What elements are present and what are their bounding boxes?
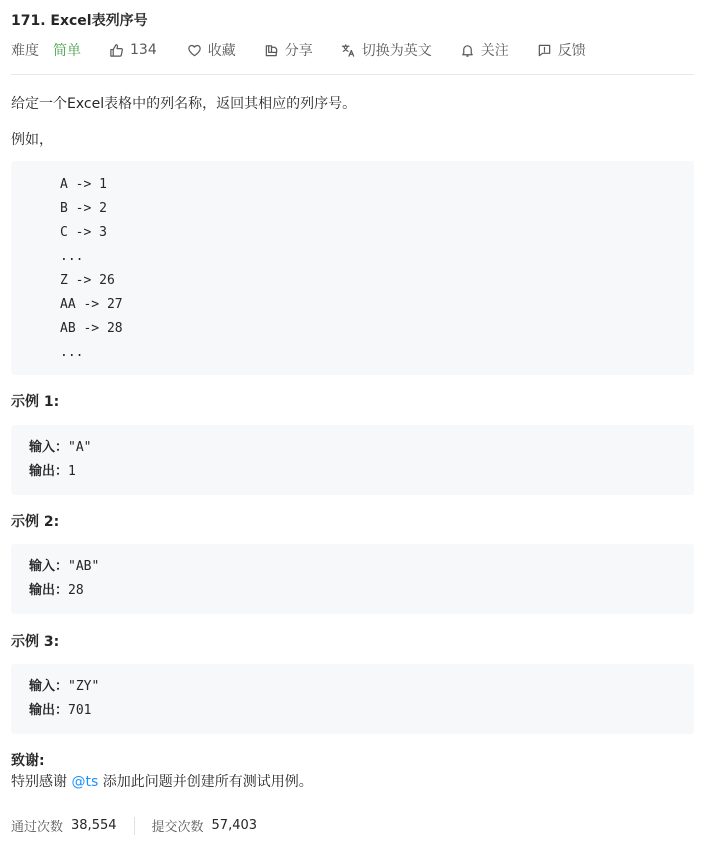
favorite-button[interactable] — [187, 40, 236, 60]
difficulty-badge: 简单 — [53, 43, 81, 59]
code-line: A -> 1 — [60, 177, 107, 192]
example-3-heading: 示例 3: — [11, 634, 60, 650]
input-label: 输入： — [29, 440, 69, 455]
output-value: 701 — [68, 703, 92, 718]
example-input-line — [29, 555, 694, 579]
example-2-heading: 示例 2: — [11, 514, 60, 530]
problem-meta-bar — [11, 39, 586, 61]
example-output-line — [29, 579, 694, 603]
switch-language-button[interactable] — [341, 40, 432, 60]
switch-language-label: 切换为英文 — [361, 43, 432, 59]
output-label: 输出： — [29, 583, 69, 598]
submitted-count: 57,403 — [211, 818, 258, 833]
example-input-line — [29, 436, 694, 460]
difficulty-label: 难度 — [11, 43, 39, 59]
thanks-suffix: 添加此问题并创建所有测试用例。 — [98, 774, 313, 790]
example-2-block — [11, 544, 694, 614]
stats-divider — [134, 817, 135, 835]
code-line: Z -> 26 — [60, 273, 115, 288]
like-button[interactable] — [109, 42, 157, 58]
translate-icon — [341, 43, 356, 58]
submitted-label: 提交次数 — [151, 820, 204, 835]
share-icon — [264, 43, 279, 58]
feedback-icon — [537, 43, 552, 58]
like-count: 134 — [130, 42, 157, 58]
example-3-block — [11, 664, 694, 734]
output-value: 1 — [68, 464, 76, 479]
example-input-line — [29, 675, 694, 699]
code-line: AA -> 27 — [60, 297, 123, 312]
input-value: "A" — [68, 440, 92, 455]
thumbs-up-icon — [109, 43, 124, 58]
problem-title: 171. Excel表列序号 — [11, 13, 148, 29]
code-line: C -> 3 — [60, 225, 107, 240]
feedback-button[interactable] — [537, 40, 586, 60]
output-label: 输出： — [29, 703, 69, 718]
example-output-line — [29, 460, 694, 484]
follow-label: 关注 — [480, 43, 509, 59]
example-output-line — [29, 699, 694, 723]
feedback-label: 反馈 — [557, 43, 586, 59]
follow-button[interactable] — [460, 40, 509, 60]
user-mention-link[interactable]: @ts — [71, 774, 99, 790]
header-divider — [11, 74, 694, 75]
thanks-heading: 致谢: — [11, 753, 45, 769]
input-label: 输入： — [29, 559, 69, 574]
output-label: 输出： — [29, 464, 69, 479]
example-1-heading: 示例 1: — [11, 394, 60, 410]
code-line: ... — [60, 249, 84, 264]
input-value: "ZY" — [68, 679, 100, 694]
accepted-label: 通过次数 — [11, 820, 64, 835]
favorite-label: 收藏 — [207, 43, 236, 59]
code-line: AB -> 28 — [60, 321, 123, 336]
input-value: "AB" — [68, 559, 100, 574]
mapping-code-block — [11, 161, 694, 375]
code-line: B -> 2 — [60, 201, 107, 216]
bell-icon — [460, 43, 475, 58]
example-1-block — [11, 425, 694, 495]
thanks-prefix: 特别感谢 — [11, 774, 72, 790]
accepted-count: 38,554 — [71, 818, 117, 833]
submission-stats — [11, 816, 257, 835]
share-label: 分享 — [284, 43, 313, 59]
code-line: ... — [60, 345, 84, 360]
input-label: 输入： — [29, 679, 69, 694]
problem-statement: 给定一个Excel表格中的列名称，返回其相应的列序号。 — [11, 96, 357, 112]
heart-icon — [187, 43, 202, 58]
share-button[interactable] — [264, 40, 313, 60]
output-value: 28 — [68, 583, 84, 598]
example-intro: 例如， — [11, 132, 53, 148]
thanks-text — [11, 771, 313, 791]
